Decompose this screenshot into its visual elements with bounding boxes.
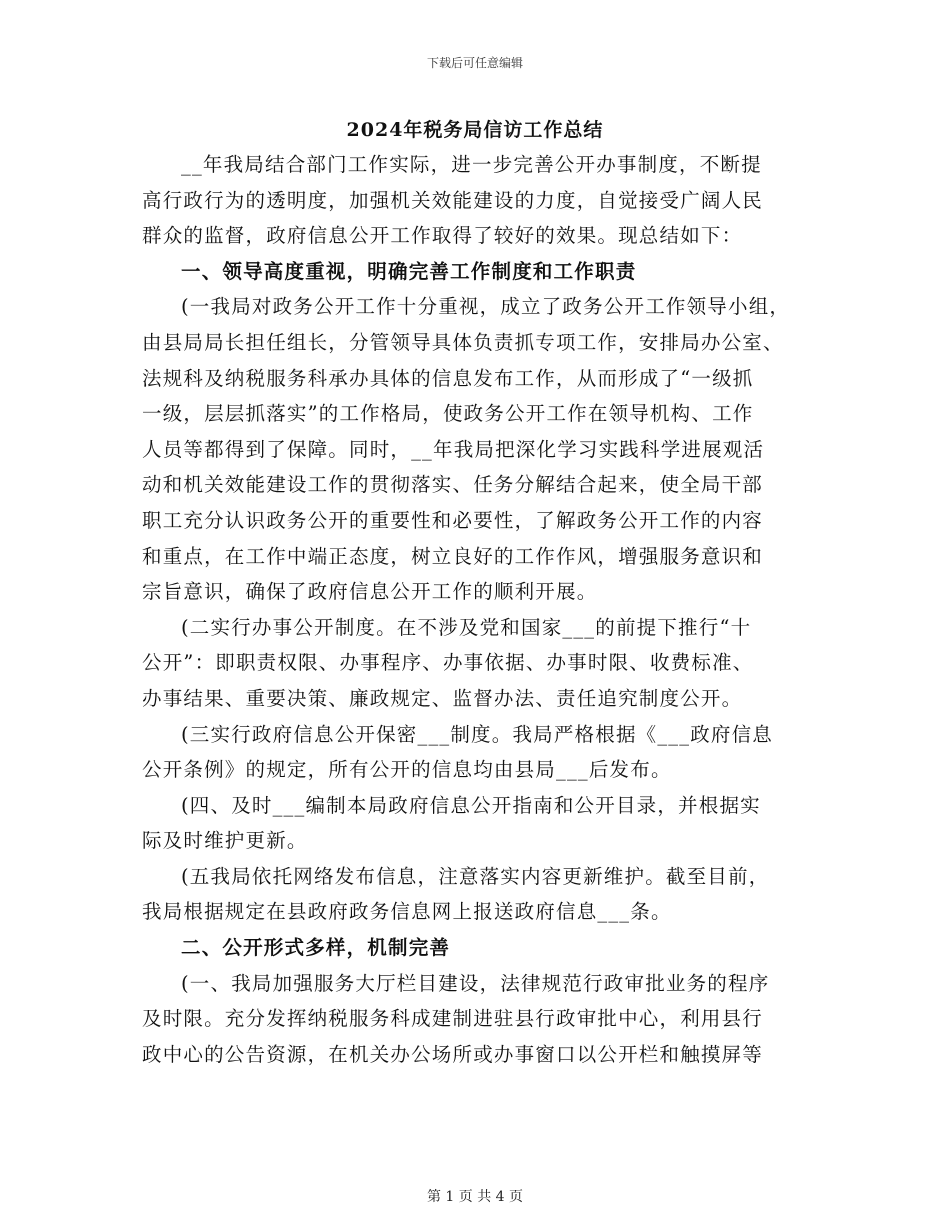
body-text-line: 我局根据规定在县政府政务信息网上报送政府信息___条。	[142, 900, 672, 924]
body-text-line: (一我局对政务公开工作十分重视，成立了政务公开工作领导小组，	[181, 295, 791, 319]
body-text-line: 办事结果、重要决策、廉政规定、监督办法、责任追究制度公开。	[142, 686, 743, 710]
body-text-line: 法规科及纳税服务科承办具体的信息发布工作，从而形成了“一级抓	[142, 366, 754, 390]
section-heading: 一、领导高度重视，明确完善工作制度和工作职责	[181, 259, 637, 283]
document-body	[142, 147, 822, 1072]
body-text-line: (三实行政府信息公开保密___制度。我局严格根据《___政府信息	[181, 722, 774, 746]
body-text-line: (二实行办事公开制度。在不涉及党和国家___的前提下推行“十	[181, 615, 752, 639]
body-text-line: (四、及时___编制本局政府信息公开指南和公开目录，并根据实	[181, 793, 761, 817]
body-text-line: 政中心的公告资源，在机关办公场所或办事窗口以公开栏和触摸屏等	[142, 1042, 764, 1066]
body-text-line: 和重点，在工作中端正态度，树立良好的工作作风，增强服务意识和	[142, 544, 764, 568]
body-text-line: 际及时维护更新。	[142, 829, 308, 853]
body-text-line: 人员等都得到了保障。同时，__年我局把深化学习实践科学进展观活	[142, 437, 765, 461]
header-note: 下载后可任意编辑	[426, 56, 523, 70]
body-text-line: 公开条例》的规定，所有公开的信息均由县局___后发布。	[142, 758, 672, 782]
body-text-line: 职工充分认识政务公开的重要性和必要性，了解政务公开工作的内容	[142, 508, 764, 532]
body-text-line: (五我局依托网络发布信息，注意落实内容更新维护。截至目前，	[181, 864, 770, 888]
body-text-line: __年我局结合部门工作实际，进一步完善公开办事制度，不断提	[181, 153, 762, 176]
section-heading: 二、公开形式多样，机制完善	[181, 936, 451, 960]
body-text-line: (一、我局加强服务大厅栏目建设，法律规范行政审批业务的程序	[181, 971, 770, 995]
body-text-line: 群众的监督，政府信息公开工作取得了较好的效果。现总结如下：	[142, 224, 743, 248]
body-text-line: 及时限。充分发挥纳税服务科成建制进驻县行政审批中心，利用县行	[142, 1007, 764, 1031]
page-footer: 第 1 页 共 4 页	[426, 1189, 524, 1205]
body-text-line: 宗旨意识，确保了政府信息公开工作的顺利开展。	[142, 580, 598, 604]
body-text-line: 一级，层层抓落实”的工作格局，使政务公开工作在领导机构、工作	[142, 402, 754, 426]
document-title: 2024年税务局信访工作总结	[346, 119, 604, 141]
body-text-line: 公开”：即职责权限、办事程序、办事依据、办事时限、收费标准、	[142, 651, 754, 675]
body-text-line: 高行政行为的透明度，加强机关效能建设的力度，自觉接受广阔人民	[142, 188, 764, 212]
body-text-line: 动和机关效能建设工作的贯彻落实、任务分解结合起来，使全局干部	[142, 473, 764, 497]
body-text-line: 由县局局长担任组长，分管领导具体负责抓专项工作，安排局办公室、	[142, 330, 784, 354]
